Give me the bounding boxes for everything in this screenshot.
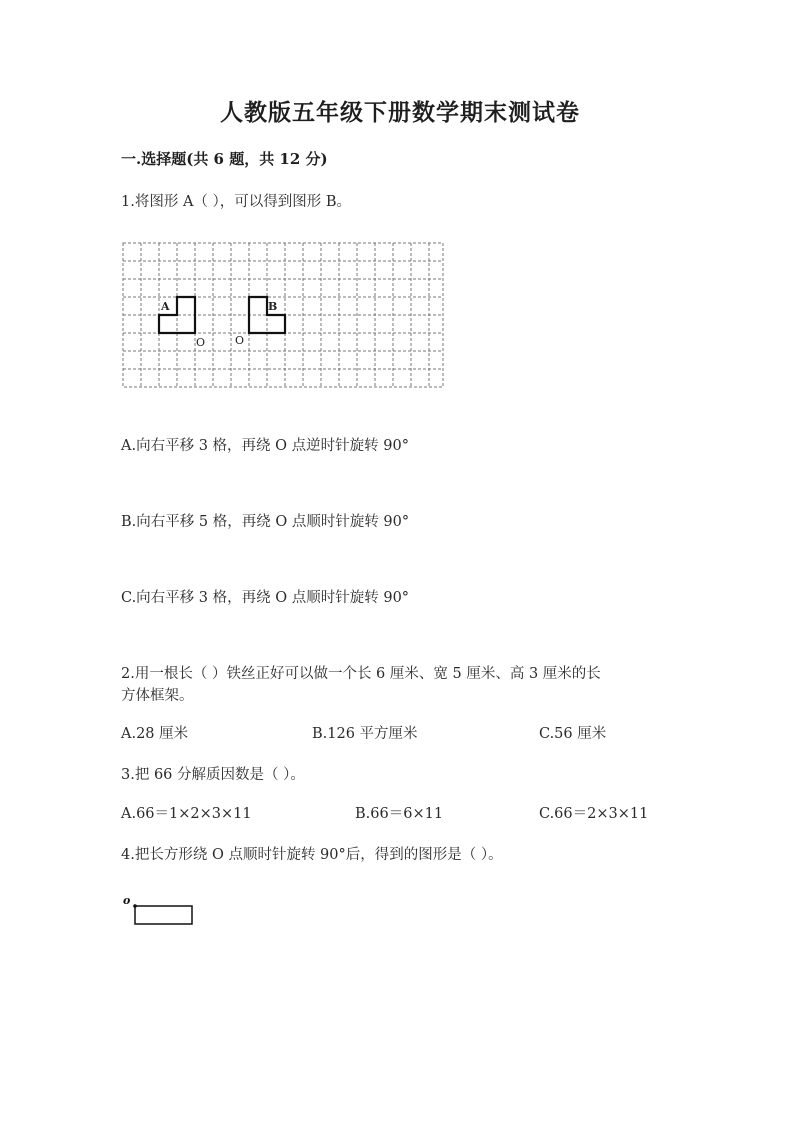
question-3-option-c[interactable]: C.66＝2×3×11 (539, 806, 649, 822)
shape-a-label: A (161, 300, 170, 313)
shape-b-label: B (268, 300, 278, 313)
question-1-grid-figure (121, 241, 446, 391)
question-4-stem: 4.把长方形绕 O 点顺时针旋转 90°后，得到的图形是（ ）。 (121, 847, 503, 863)
question-1-option-c[interactable]: C.向右平移 3 格，再绕 O 点顺时针旋转 90° (121, 590, 410, 606)
question-2-option-c[interactable]: C.56 厘米 (539, 726, 607, 742)
question-1-stem: 1.将图形 A（ ），可以得到图形 B。 (121, 194, 352, 210)
page-title: 人教版五年级下册数学期末测试卷 (220, 99, 580, 126)
question-3-stem: 3.把 66 分解质因数是（ ）。 (121, 767, 305, 783)
point-o-right: O (235, 334, 245, 347)
question-2-stem-line-2: 方体框架。 (121, 688, 194, 704)
question-1-option-a[interactable]: A.向右平移 3 格，再绕 O 点逆时针旋转 90° (121, 438, 409, 454)
question-2-option-a[interactable]: A.28 厘米 (121, 726, 189, 742)
rectangle-shape (135, 906, 192, 924)
point-o-left: O (196, 336, 206, 349)
question-4-rectangle-figure (121, 890, 201, 930)
question-3-option-b[interactable]: B.66＝6×11 (355, 806, 444, 822)
point-o-dot (133, 904, 137, 908)
point-o-label: o (123, 894, 131, 907)
question-3-option-a[interactable]: A.66＝1×2×3×11 (121, 806, 252, 822)
section-heading: 一.选择题(共 6 题，共 12 分) (121, 150, 328, 168)
question-2-option-b[interactable]: B.126 平方厘米 (312, 726, 418, 742)
question-2-stem-line-1: 2.用一根长（ ）铁丝正好可以做一个长 6 厘米、宽 5 厘米、高 3 厘米的长 (121, 666, 601, 682)
question-1-option-b[interactable]: B.向右平移 5 格，再绕 O 点顺时针旋转 90° (121, 514, 410, 530)
